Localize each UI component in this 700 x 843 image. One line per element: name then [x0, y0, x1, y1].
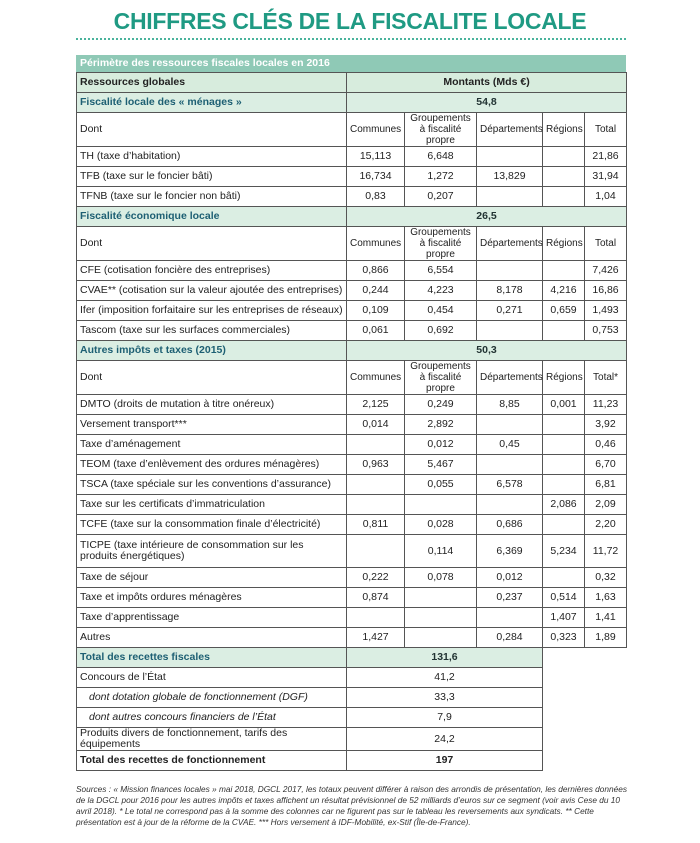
- tax-value: 0,32: [585, 568, 627, 588]
- dotted-divider: [76, 38, 626, 40]
- blank-cell: [543, 751, 627, 771]
- tax-value: 0,514: [543, 588, 585, 608]
- header-resources: Ressources globales: [77, 73, 347, 93]
- col-total: Total*: [585, 361, 627, 395]
- section-header-row: [77, 207, 627, 227]
- tax-value: 6,81: [585, 475, 627, 495]
- table-row: [77, 147, 627, 167]
- table-row: [77, 167, 627, 187]
- tax-value: [405, 588, 477, 608]
- tax-value: [543, 147, 585, 167]
- tax-value: 0,012: [405, 435, 477, 455]
- tax-value: 31,94: [585, 167, 627, 187]
- col-total: Total: [585, 227, 627, 261]
- tax-value: 0,014: [347, 415, 405, 435]
- tax-value: [543, 455, 585, 475]
- tax-value: [347, 475, 405, 495]
- summary-label: Produits divers de fonctionnement, tarifs des équipements: [77, 728, 347, 751]
- col-departements: Départements: [477, 227, 543, 261]
- summary-value: 131,6: [347, 648, 543, 668]
- tax-value: 1,63: [585, 588, 627, 608]
- table-row: [77, 608, 627, 628]
- tax-value: 0,237: [477, 588, 543, 608]
- tax-value: [477, 147, 543, 167]
- blank-cell: [543, 688, 627, 708]
- tax-value: 6,578: [477, 475, 543, 495]
- column-header-row: [77, 227, 627, 261]
- tax-value: [347, 435, 405, 455]
- tax-name: Versement transport***: [77, 415, 347, 435]
- tax-name: TH (taxe d’habitation): [77, 147, 347, 167]
- table-row: [77, 515, 627, 535]
- tax-value: 8,178: [477, 281, 543, 301]
- tax-value: 0,109: [347, 301, 405, 321]
- summary-label: Concours de l’État: [77, 668, 347, 688]
- table-row: [77, 395, 627, 415]
- summary-row: [77, 708, 627, 728]
- tax-value: [543, 167, 585, 187]
- tax-value: 0,963: [347, 455, 405, 475]
- tax-value: [543, 415, 585, 435]
- tax-value: 0,012: [477, 568, 543, 588]
- tax-name: Tascom (taxe sur les surfaces commerciales): [77, 321, 347, 341]
- tax-value: [347, 535, 405, 568]
- table-row: [77, 535, 627, 568]
- tax-name: Taxe sur les certificats d’immatriculation: [77, 495, 347, 515]
- tax-value: 1,89: [585, 628, 627, 648]
- table-row: [77, 455, 627, 475]
- tax-value: 0,078: [405, 568, 477, 588]
- summary-row: [77, 688, 627, 708]
- tax-name: Taxe d’apprentissage: [77, 608, 347, 628]
- summary-value: 41,2: [347, 668, 543, 688]
- table-header-row: [77, 73, 627, 93]
- dont-label: Dont: [77, 361, 347, 395]
- tax-value: [405, 628, 477, 648]
- summary-label: dont autres concours financiers de l’État: [77, 708, 347, 728]
- tax-value: 16,86: [585, 281, 627, 301]
- tax-value: 13,829: [477, 167, 543, 187]
- col-groupements: Groupements à fiscalité propre: [405, 361, 477, 395]
- tax-name: CFE (cotisation foncière des entreprises): [77, 261, 347, 281]
- tax-value: 1,407: [543, 608, 585, 628]
- blank-cell: [543, 708, 627, 728]
- section-title: Autres impôts et taxes (2015): [77, 341, 347, 361]
- table-row: [77, 261, 627, 281]
- tax-value: 7,426: [585, 261, 627, 281]
- tax-value: [543, 568, 585, 588]
- col-departements: Départements: [477, 361, 543, 395]
- tax-value: 0,061: [347, 321, 405, 341]
- tax-value: [347, 495, 405, 515]
- tax-value: 6,369: [477, 535, 543, 568]
- tax-name: TSCA (taxe spéciale sur les conventions d’assurance): [77, 475, 347, 495]
- tax-value: 1,427: [347, 628, 405, 648]
- page-title: CHIFFRES CLÉS DE LA FISCALITE LOCALE: [113, 8, 587, 34]
- tax-value: 1,493: [585, 301, 627, 321]
- table-row: [77, 475, 627, 495]
- table-row: [77, 588, 627, 608]
- section-title: Fiscalité économique locale: [77, 207, 347, 227]
- summary-value: 7,9: [347, 708, 543, 728]
- tax-value: 0,249: [405, 395, 477, 415]
- col-departements: Départements: [477, 113, 543, 147]
- tax-value: [405, 495, 477, 515]
- table-row: [77, 321, 627, 341]
- tax-value: 16,734: [347, 167, 405, 187]
- tax-value: 1,41: [585, 608, 627, 628]
- tax-value: 11,23: [585, 395, 627, 415]
- table-row: [77, 568, 627, 588]
- tax-value: 0,686: [477, 515, 543, 535]
- tax-name: Taxe d’aménagement: [77, 435, 347, 455]
- table-row: [77, 415, 627, 435]
- tax-name: DMTO (droits de mutation à titre onéreux): [77, 395, 347, 415]
- fiscal-table-container: [76, 55, 626, 771]
- tax-name: Autres: [77, 628, 347, 648]
- tax-value: [477, 455, 543, 475]
- tax-value: 8,85: [477, 395, 543, 415]
- col-groupements: Groupements à fiscalité propre: [405, 227, 477, 261]
- tax-name: TFNB (taxe sur le foncier non bâti): [77, 187, 347, 207]
- tax-value: 0,454: [405, 301, 477, 321]
- table-row: [77, 281, 627, 301]
- tax-value: 2,892: [405, 415, 477, 435]
- tax-value: 0,753: [585, 321, 627, 341]
- col-total: Total: [585, 113, 627, 147]
- tax-value: 0,866: [347, 261, 405, 281]
- blank-cell: [543, 728, 627, 751]
- tax-value: 0,028: [405, 515, 477, 535]
- tax-value: [477, 187, 543, 207]
- fiscal-resources-table: [76, 72, 627, 771]
- tax-value: 3,92: [585, 415, 627, 435]
- summary-value: 33,3: [347, 688, 543, 708]
- summary-row: [77, 648, 627, 668]
- tax-value: [543, 475, 585, 495]
- col-communes: Communes: [347, 227, 405, 261]
- tax-value: [347, 608, 405, 628]
- tax-value: [477, 261, 543, 281]
- col-regions: Régions: [543, 361, 585, 395]
- column-header-row: [77, 361, 627, 395]
- tax-value: [543, 187, 585, 207]
- table-row: [77, 187, 627, 207]
- tax-value: 1,272: [405, 167, 477, 187]
- col-regions: Régions: [543, 113, 585, 147]
- tax-name: TICPE (taxe intérieure de consommation sur les produits énergétiques): [77, 535, 347, 568]
- tax-value: 4,223: [405, 281, 477, 301]
- summary-value: 24,2: [347, 728, 543, 751]
- summary-label: Total des recettes de fonctionnement: [77, 751, 347, 771]
- tax-value: 6,648: [405, 147, 477, 167]
- col-regions: Régions: [543, 227, 585, 261]
- table-row: [77, 301, 627, 321]
- tax-value: 5,467: [405, 455, 477, 475]
- summary-row: [77, 728, 627, 751]
- summary-value: 197: [347, 751, 543, 771]
- tax-value: 2,09: [585, 495, 627, 515]
- tax-value: [477, 321, 543, 341]
- tax-value: 0,45: [477, 435, 543, 455]
- blank-cell: [543, 648, 627, 668]
- tax-value: 0,659: [543, 301, 585, 321]
- tax-value: 6,554: [405, 261, 477, 281]
- tax-value: 0,271: [477, 301, 543, 321]
- table-row: [77, 435, 627, 455]
- tax-value: 0,001: [543, 395, 585, 415]
- table-row: [77, 628, 627, 648]
- tax-name: TEOM (taxe d’enlèvement des ordures ménagères): [77, 455, 347, 475]
- summary-label: dont dotation globale de fonctionnement (DGF): [77, 688, 347, 708]
- tax-value: 0,692: [405, 321, 477, 341]
- summary-label: Total des recettes fiscales: [77, 648, 347, 668]
- tax-value: 0,222: [347, 568, 405, 588]
- tax-value: [405, 608, 477, 628]
- summary-row: [77, 751, 627, 771]
- section-total: 26,5: [347, 207, 627, 227]
- tax-value: 15,113: [347, 147, 405, 167]
- tax-value: 2,125: [347, 395, 405, 415]
- tax-value: [543, 435, 585, 455]
- table-band-title: Périmètre des ressources fiscales locales en 2016: [76, 55, 626, 72]
- tax-name: Taxe de séjour: [77, 568, 347, 588]
- tax-name: TCFE (taxe sur la consommation finale d’électricité): [77, 515, 347, 535]
- tax-value: 0,874: [347, 588, 405, 608]
- section-header-row: [77, 93, 627, 113]
- dont-label: Dont: [77, 227, 347, 261]
- tax-value: 0,284: [477, 628, 543, 648]
- tax-value: [477, 608, 543, 628]
- tax-value: 0,811: [347, 515, 405, 535]
- col-communes: Communes: [347, 361, 405, 395]
- tax-value: 0,055: [405, 475, 477, 495]
- section-total: 54,8: [347, 93, 627, 113]
- tax-name: CVAE** (cotisation sur la valeur ajoutée des entreprises): [77, 281, 347, 301]
- tax-name: Taxe et impôts ordures ménagères: [77, 588, 347, 608]
- blank-cell: [543, 668, 627, 688]
- col-communes: Communes: [347, 113, 405, 147]
- tax-value: 4,216: [543, 281, 585, 301]
- tax-name: Ifer (imposition forfaitaire sur les entreprises de réseaux): [77, 301, 347, 321]
- tax-value: 1,04: [585, 187, 627, 207]
- tax-value: [543, 261, 585, 281]
- header-amounts: Montants (Mds €): [347, 73, 627, 93]
- tax-value: 0,207: [405, 187, 477, 207]
- tax-value: 0,46: [585, 435, 627, 455]
- section-header-row: [77, 341, 627, 361]
- tax-value: 2,20: [585, 515, 627, 535]
- tax-value: 11,72: [585, 535, 627, 568]
- section-total: 50,3: [347, 341, 627, 361]
- tax-value: 0,83: [347, 187, 405, 207]
- tax-value: [543, 321, 585, 341]
- tax-name: TFB (taxe sur le foncier bâti): [77, 167, 347, 187]
- tax-value: 0,244: [347, 281, 405, 301]
- col-groupements: Groupements à fiscalité propre: [405, 113, 477, 147]
- tax-value: [477, 495, 543, 515]
- tax-value: 0,323: [543, 628, 585, 648]
- tax-value: 0,114: [405, 535, 477, 568]
- table-row: [77, 495, 627, 515]
- tax-value: [543, 515, 585, 535]
- tax-value: 21,86: [585, 147, 627, 167]
- tax-value: 6,70: [585, 455, 627, 475]
- dont-label: Dont: [77, 113, 347, 147]
- tax-value: 5,234: [543, 535, 585, 568]
- tax-value: 2,086: [543, 495, 585, 515]
- section-title: Fiscalité locale des « ménages »: [77, 93, 347, 113]
- column-header-row: [77, 113, 627, 147]
- summary-row: [77, 668, 627, 688]
- sources-note: Sources : « Mission finances locales » mai 2018, DGCL 2017, les totaux peuvent différer à raison des arrondis de présentation, les dernières données de la DGCL pour 2016 pour les autres impôts et taxes affichent un résultat prévisionnel de 52 milliards d’euros sur ce segment (voir avis Cese du 10 avril 2018). * Le total ne correspond pas à la somme des colonnes car ne figurent pas sur le tableau les reversements aux syndicats. ** Cette présentation est à jour de la réforme de la CVAE. *** Hors versement à IDF-Mobilité, ex-Stif (Île-de-France).: [76, 784, 627, 827]
- tax-value: [477, 415, 543, 435]
